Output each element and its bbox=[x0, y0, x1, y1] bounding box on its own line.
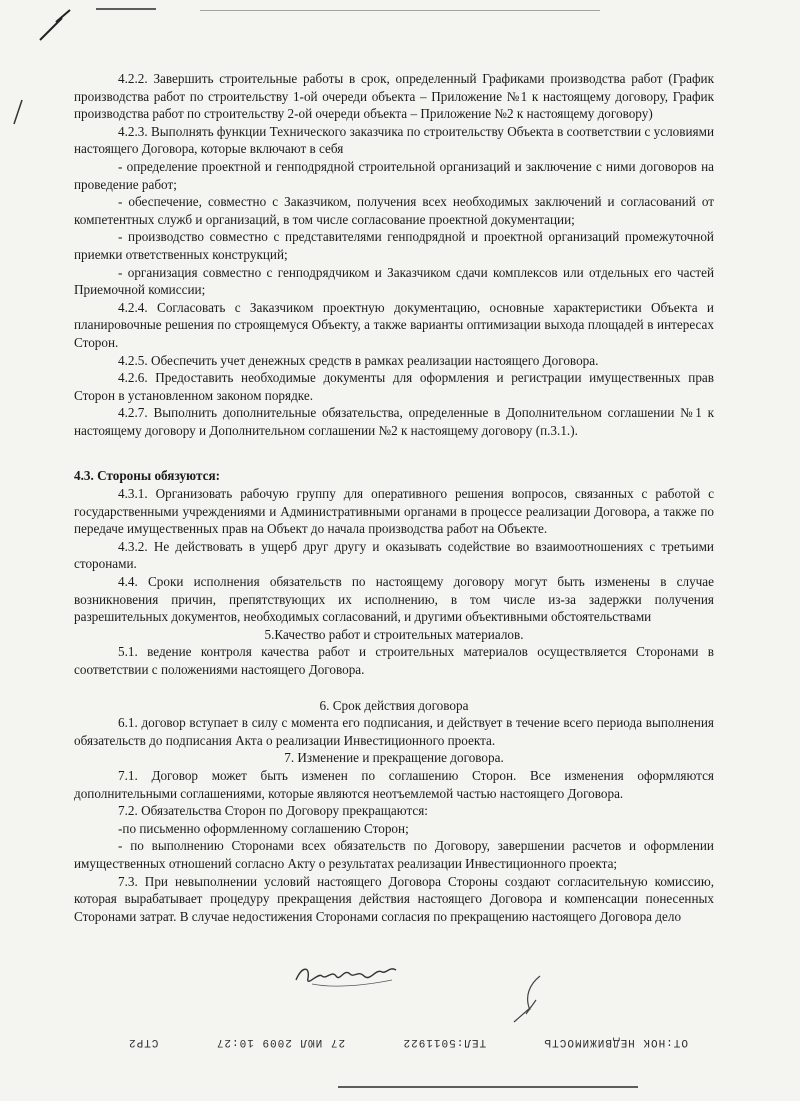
fax-phone: ТЕЛ:5011922 bbox=[402, 1036, 487, 1048]
clause-4-2-7: 4.2.7. Выполнить дополнительные обязательства, определенные в Дополнительном соглашении №1 к настоящему договору и Дополнительном соглашении №2 к настоящему договору (п.3.1.). bbox=[74, 405, 714, 438]
clause-4-2-3-item: - определение проектной и генподрядной строительной организаций и заключение с ними договоров на проведение работ; bbox=[74, 158, 714, 192]
clause-4-2-3-item: - производство совместно с представителями генподрядной и проектной организаций промежуточной приемки ответственных конструкций; bbox=[74, 229, 714, 262]
heading-4-3: 4.3. Стороны обязуются: bbox=[74, 468, 220, 484]
handwritten-mark bbox=[500, 970, 560, 1030]
fax-page: СТР2 bbox=[128, 1036, 159, 1048]
scan-edge-line bbox=[96, 8, 156, 10]
scan-edge-line bbox=[338, 1086, 638, 1088]
fax-header bbox=[128, 1032, 688, 1048]
clause-4-3-2: 4.3.2. Не действовать в ущерб друг другу и оказывать содействие во взаимоотношениях с третьими сторонами. bbox=[74, 538, 714, 572]
clause-4-2-3-item: - обеспечение, совместно с Заказчиком, получения всех необходимых заключений и согласований от компетентных служб и организаций, в том числе согласование проектной документации; bbox=[74, 194, 714, 227]
clause-7-3: 7.3. При невыполнении условий настоящего Договора Стороны создают согласительную комиссию, которая вырабатывает процедуру прекращения действия настоящего Договора и компенсации понесенных Сторонами затрат. В случае недостижения Сторонами согласия по прекращению настоящего Договора дело bbox=[74, 873, 714, 924]
clause-4-2-3-item: - организация совместно с генподрядчиком и Заказчиком сдачи комплексов или отдельных его частей Приемочной комиссии; bbox=[74, 264, 714, 298]
clause-4-2-2: 4.2.2. Завершить строительные работы в срок, определенный Графиками производства работ (График производства работ по строительству 1-ой очереди объекта – Приложение №1 к настоящему договору, График производства работ по строительству 2-ой очереди объекта – Приложение №2 к настоящему договору) bbox=[74, 71, 714, 122]
heading-section-6: 6. Срок действия договора bbox=[319, 697, 469, 713]
clause-5-1: 5.1. ведение контроля качества работ и строительных материалов осуществляется Сторонами в соответствии с положениями настоящего Договора. bbox=[74, 644, 714, 677]
clause-7-1: 7.1. Договор может быть изменен по соглашению Сторон. Все изменения оформляются дополнительными соглашениями, которые являются неотъемлемой частью настоящего Договора. bbox=[74, 767, 714, 801]
clause-4-2-5: 4.2.5. Обеспечить учет денежных средств в рамках реализации настоящего Договора. bbox=[118, 352, 599, 368]
fax-datetime: 27 ИЮЛ 2009 10:27 bbox=[215, 1036, 346, 1048]
document-body bbox=[74, 70, 714, 925]
heading-section-7: 7. Изменение и прекращение договора. bbox=[284, 750, 504, 766]
signature bbox=[292, 958, 402, 992]
clause-4-3-1: 4.3.1. Организовать рабочую группу для оперативного решения вопросов, связанных с работой с государственными учреждениями и Административными органами в процессе реализации Договора, а также по передаче имущественных прав на Объект до начала производства работ на Объекте. bbox=[74, 486, 714, 537]
clause-7-2-item: -по письменно оформленному соглашению Сторон; bbox=[118, 820, 409, 836]
clause-4-2-3: 4.2.3. Выполнять функции Технического заказчика по строительству Объекта в соответствии с условиями настоящего Договора, которые включают в себя bbox=[74, 123, 714, 157]
heading-section-5: 5.Качество работ и строительных материалов. bbox=[264, 626, 524, 642]
fax-from: ОТ:НОК НЕДВИЖИМОСТЬ bbox=[543, 1036, 688, 1048]
clause-4-2-4: 4.2.4. Согласовать с Заказчиком проектную документацию, основные характеристики Объекта и планировочные решения по строящемуся Объекту, а также варианты оптимизации выхода площадей в интересах Сторон. bbox=[74, 299, 714, 350]
clause-7-2-item: - по выполнению Сторонами всех обязательств по Договору, завершении расчетов и оформлении имущественных отношений согласно Акту о результатах реализации Инвестиционного проекта; bbox=[74, 838, 714, 871]
clause-4-4: 4.4. Сроки исполнения обязательств по настоящему договору могут быть изменены в случае возникновения причин, препятствующих их исполнению, в том числе из-за задержки получения разрешительных документов, необходимых согласований, и другими объективными обстоятельствами bbox=[74, 574, 714, 625]
clause-7-2: 7.2. Обязательства Сторон по Договору прекращаются: bbox=[118, 803, 428, 819]
clause-6-1: 6.1. договор вступает в силу с момента его подписания, и действует в течение всего периода выполнения обязательств до подписания Акта о реализации Инвестиционного проекта. bbox=[74, 715, 714, 748]
scan-edge-line bbox=[200, 10, 600, 11]
clause-4-2-6: 4.2.6. Предоставить необходимые документы для оформления и регистрации имущественных прав Сторон в установленном законом порядке. bbox=[74, 370, 714, 403]
